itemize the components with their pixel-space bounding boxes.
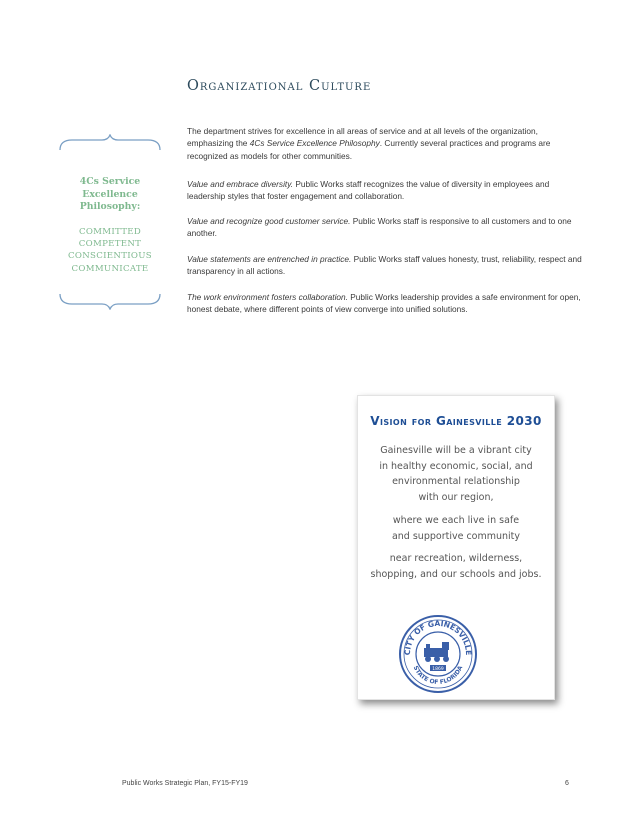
value-lead: Value and recognize good customer service.: [187, 216, 351, 226]
vision-line: and supportive community: [391, 530, 521, 542]
sidebar-heading-line: 4Cs Service: [79, 176, 141, 187]
vision-line: where we each live in safe: [392, 514, 520, 526]
bottom-brace-icon: [58, 292, 162, 310]
vision-line: Gainesville will be a vibrant city: [380, 445, 532, 456]
value-lead: Value statements are entrenched in practice.: [187, 254, 352, 264]
footer-page-number: 6: [565, 780, 569, 787]
vision-line: near recreation, wilderness,: [389, 553, 523, 565]
vision-statement: [362, 443, 550, 583]
value-paragraph-practice: [187, 253, 582, 278]
value-text: Public Works staff values honesty, trust, reliability, respect and transparency in all actions.: [187, 254, 582, 277]
sidebar-heading: [60, 176, 160, 214]
intro-emphasis: 4Cs Service Excellence Philosophy: [249, 138, 380, 149]
intro-paragraph: [187, 125, 582, 162]
sidebar-list: [60, 226, 160, 275]
page-title-text: Organizational Culture: [187, 78, 372, 94]
sidebar-item: COMMITTED: [78, 227, 142, 237]
value-text: Public Works staff is responsive to all customers and to one another.: [187, 216, 572, 239]
top-brace-icon: [58, 134, 162, 152]
sidebar-heading-line: Excellence: [82, 188, 138, 200]
value-text: Public Works staff recognizes the value of diversity in employees and leadership styles that foster engagement and collaboration.: [187, 179, 550, 202]
value-paragraph-collaboration: [187, 291, 582, 316]
svg-text:STATE OF FLORIDA: STATE OF FLORIDA: [411, 664, 465, 687]
city-seal-icon: [398, 614, 478, 694]
svg-text:1869: 1869: [432, 667, 444, 672]
intro-text-before: The department strives for excellence in all areas of service and at all levels of the organization, emphasizing the: [187, 126, 538, 149]
footer-document-title: Public Works Strategic Plan, FY15-FY19: [122, 780, 248, 787]
vision-card: [357, 395, 555, 700]
vision-title-text: Vision for Gainesville 2030: [370, 414, 542, 428]
intro-text-after: . Currently several practices and programs are recognized as models for other communities.: [187, 138, 551, 161]
vision-line: shopping, and our schools and jobs.: [370, 568, 542, 580]
vision-line: in healthy economic, social, and: [379, 460, 533, 472]
value-text: Public Works leadership provides a safe environment for open, honest debate, where different points of view converge into unified solutions.: [187, 292, 581, 315]
value-paragraph-customer-service: [187, 215, 582, 240]
vision-line: with our region,: [418, 492, 494, 504]
page-title: [187, 78, 371, 94]
vision-title: [358, 414, 554, 428]
vision-line: environmental relationship: [392, 476, 520, 488]
value-paragraph-diversity: [187, 178, 582, 203]
svg-text:CITY OF GAINESVILLE: CITY OF GAINESVILLE: [402, 618, 474, 656]
sidebar-item: COMMUNICATE: [71, 263, 149, 274]
value-lead: The work environment fosters collaboration.: [187, 292, 348, 302]
sidebar-item: COMPETENT: [78, 239, 142, 250]
sidebar-item: CONSCIENTIOUS: [68, 251, 152, 262]
value-lead: Value and embrace diversity.: [187, 179, 294, 189]
sidebar-heading-line: Philosophy:: [79, 201, 141, 212]
